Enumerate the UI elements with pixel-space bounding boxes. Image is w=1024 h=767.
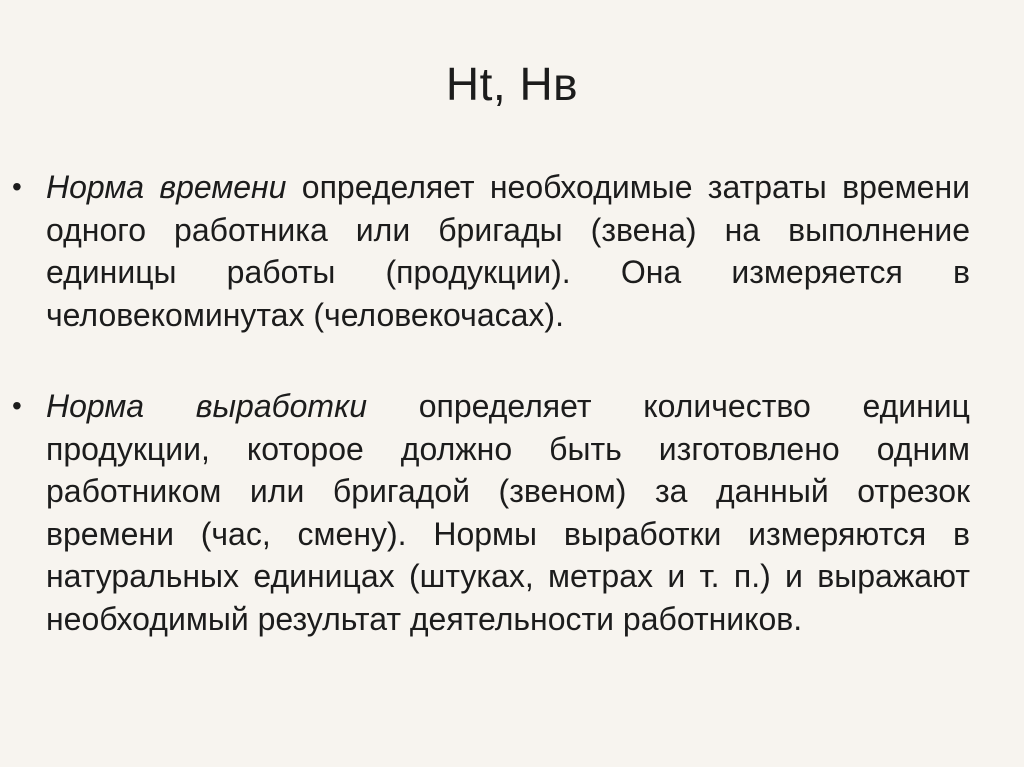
bullet-term: Норма выработки <box>46 388 367 424</box>
bullet-item-output-norm <box>0 385 970 640</box>
bullet-list <box>0 166 1024 640</box>
slide-title: Нt, Нв <box>445 58 579 110</box>
bullet-marker-icon: • <box>12 171 22 202</box>
bullet-text: определяет количество единиц продукции, которое должно быть изготовлено одним работником или бригадой (звеном) за данный отрезок времени (час, смену). Нормы выработки измеряются в натуральных единицах (штуках, метрах и т. п.) и выражают необходимый результат деятельности работников. <box>46 388 971 637</box>
bullet-marker-icon: • <box>12 390 22 421</box>
bullet-term: Норма времени <box>46 169 287 205</box>
bullet-item-time-norm <box>0 166 970 336</box>
bullet-text: определяет необходимые затраты времени одного работника или бригады (звена) на выполнение единицы работы (продукции). Она измеряется в человекоминутах (человекочасах). <box>46 169 971 333</box>
